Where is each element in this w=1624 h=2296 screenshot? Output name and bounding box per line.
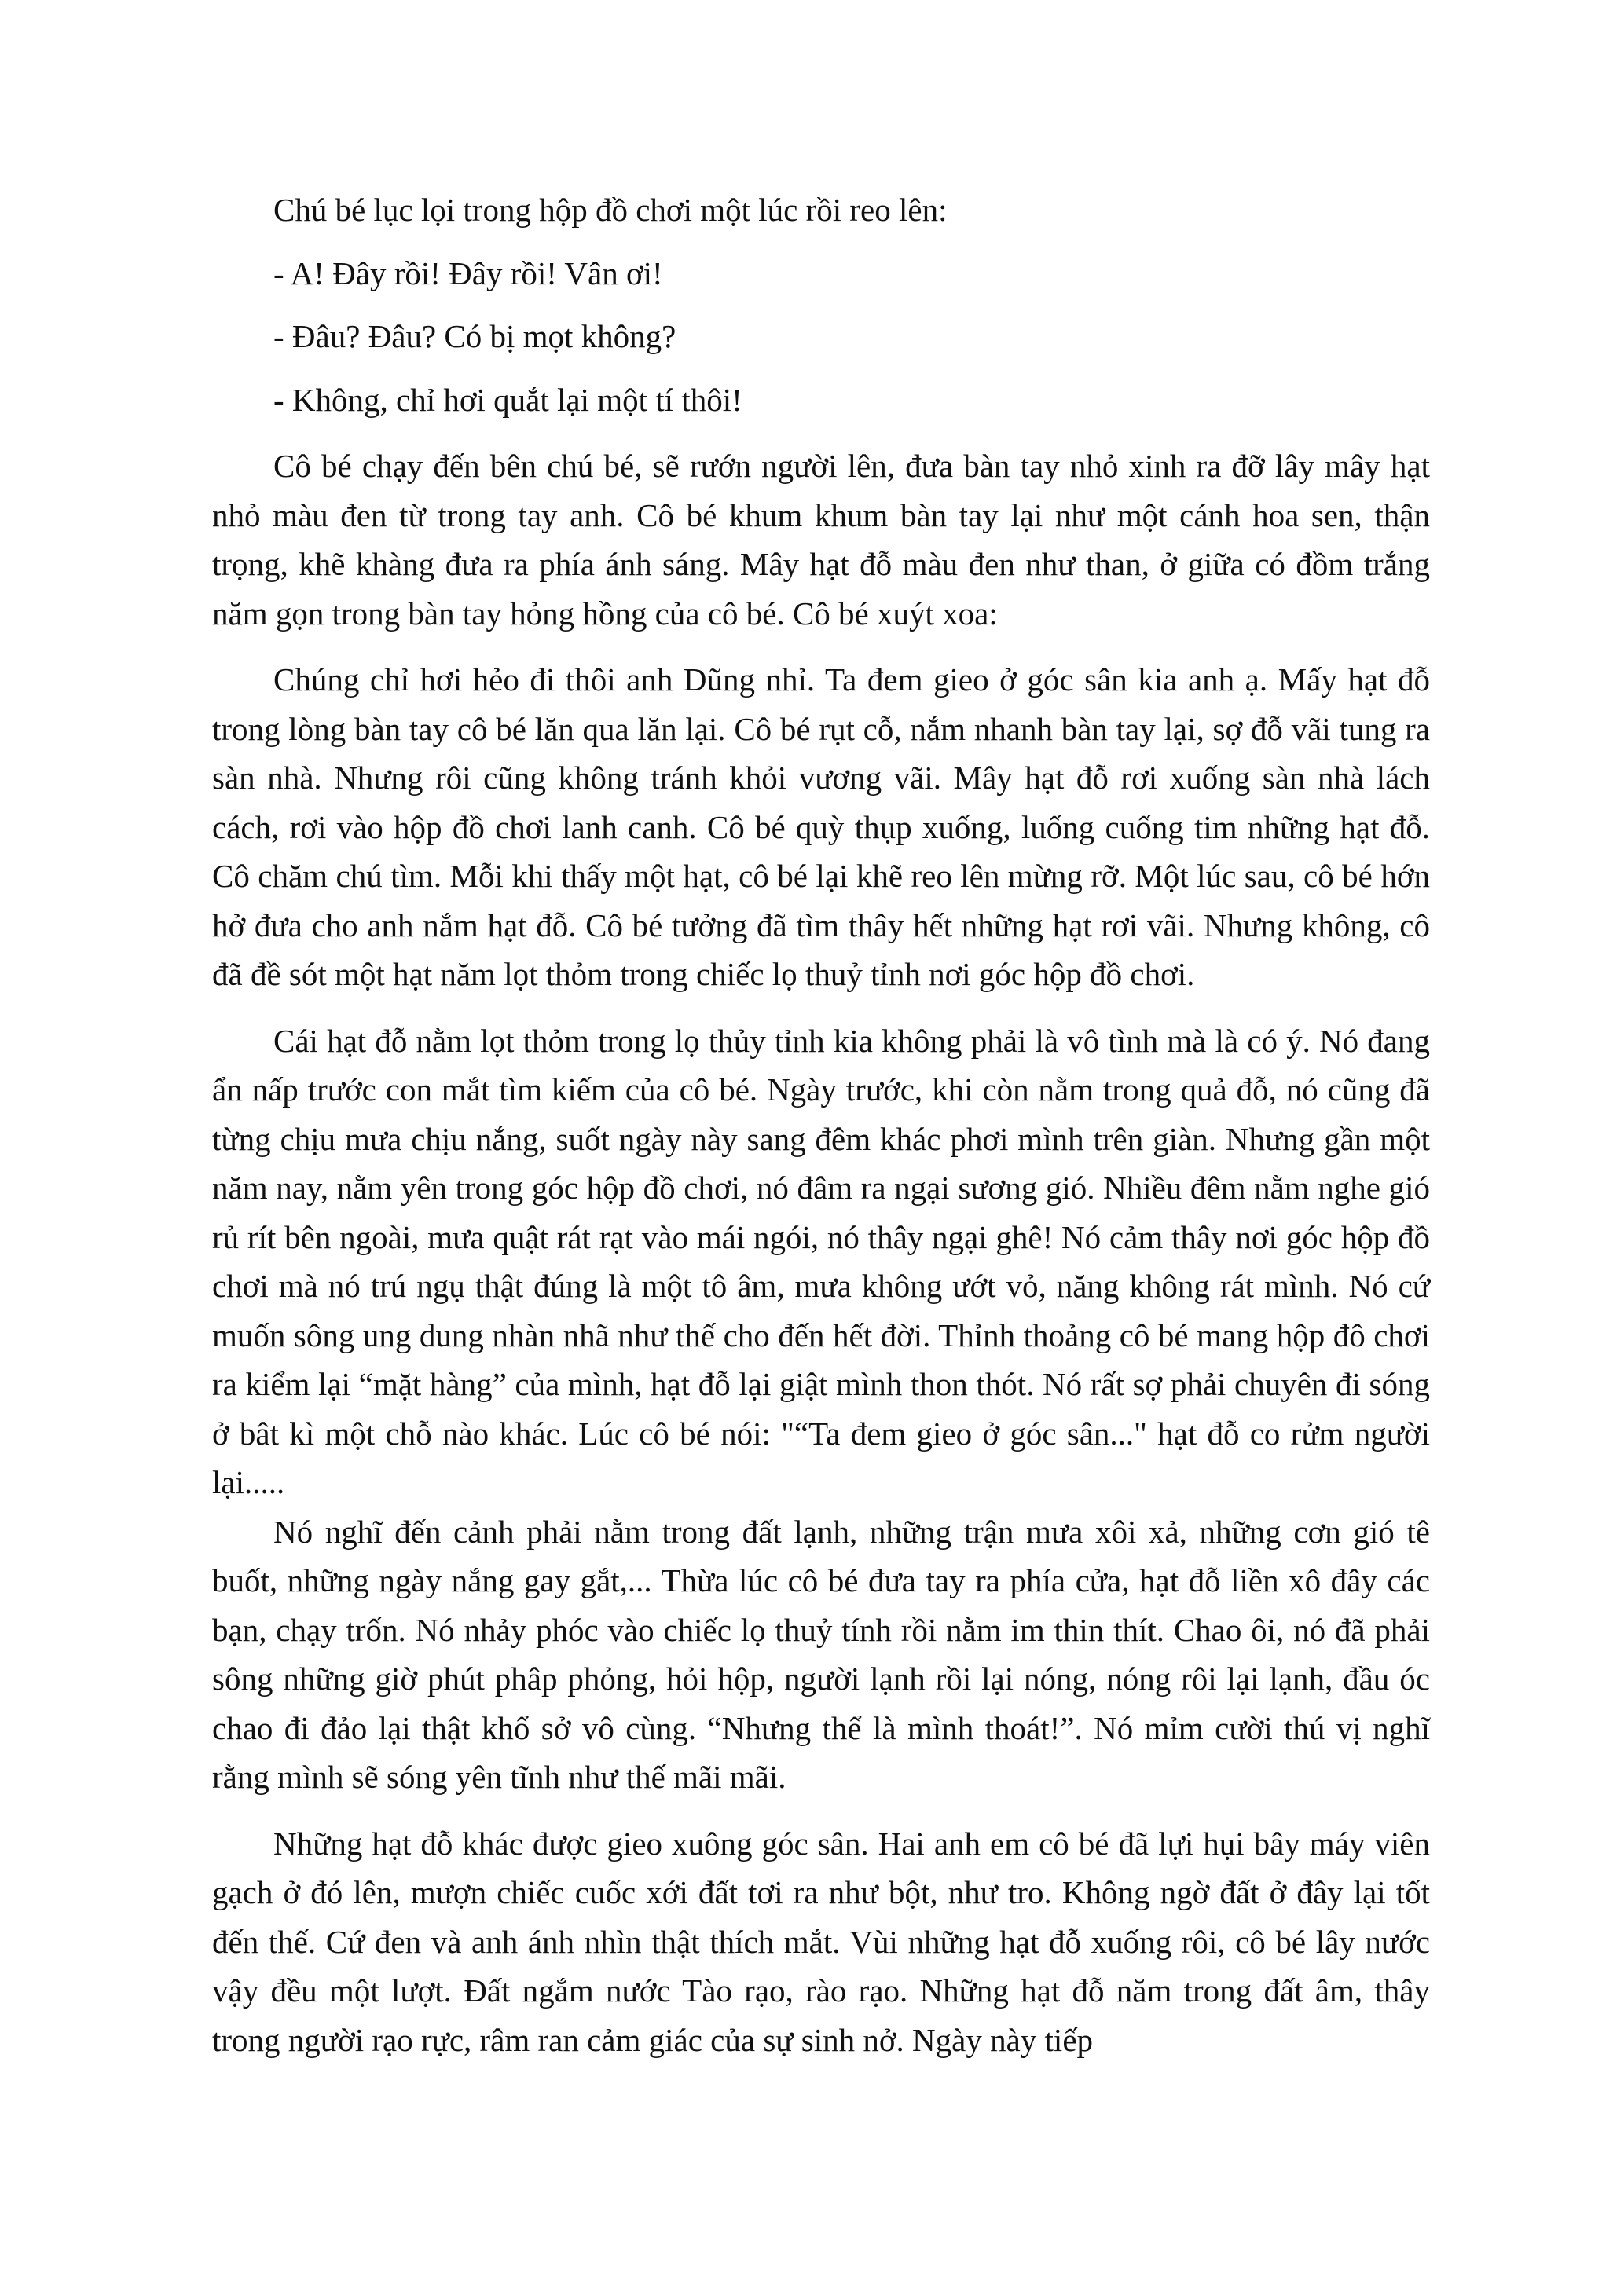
paragraph-2: Chúng chỉ hơi hẻo đi thôi anh Dũng nhỉ. Ta đem gieo ở góc sân kia anh ạ. Mấy hạt đỗ trong lòng bàn tay cô bé lăn qua lăn lại. Cô bé rụt cỗ, nắm nhanh bàn tay lại, sợ đỗ vãi tung ra sàn nhà. Nhưng rôi cũng không tránh khỏi vương vãi. Mây hạt đỗ rơi xuống sàn nhà lách cách, rơi vào hộp đồ chơi lanh canh. Cô bé quỳ thụp xuống, luống cuống tim những hạt đỗ. Cô chăm chú tìm. Mỗi khi thấy một hạt, cô bé lại khẽ reo lên mừng rỡ. Một lúc sau, cô bé hớn hở đưa cho anh nắm hạt đỗ. Cô bé tưởng đã tìm thây hết những hạt rơi vãi. Nhưng không, cô đã đề sót một hạt năm lọt thỏm trong chiếc lọ thuỷ tỉnh nơi góc hộp đồ chơi.	[212, 661, 1430, 992]
paragraph-4: Nó nghĩ đến cảnh phải nằm trong đất lạnh, những trận mưa xôi xả, những cơn gió tê buốt, những ngày nắng gay gắt,... Thừa lúc cô bé đưa tay ra phía cửa, hạt đỗ liền xô đây các bạn, chạy trốn. Nó nhảy phóc vào chiếc lọ thuỷ tính rồi nằm im thin thít. Chao ôi, nó đã phải sông những giờ phút phâp phỏng, hỏi hộp, người lạnh rồi lại nóng, nóng rôi lại lạnh, đầu óc chao đi đảo lại thật khổ sở vô cùng. “Nhưng thể là mình thoát!”. Nó mỉm cười thú vị nghĩ rằng mình sẽ sóng yên tĩnh như thế mãi mãi.	[212, 1513, 1430, 1795]
paragraph-1: Cô bé chạy đến bên chú bé, sẽ rướn người lên, đưa bàn tay nhỏ xinh ra đỡ lây mây hạt nhỏ màu đen từ trong tay anh. Cô bé khum khum bàn tay lại như một cánh hoa sen, thận trọng, khẽ khàng đưa ra phía ánh sáng. Mây hạt đỗ màu đen như than, ở giữa có đồm trắng năm gọn trong bàn tay hỏng hồng của cô bé. Cô bé xuýt xoa:	[212, 448, 1430, 632]
paragraph-5: Những hạt đỗ khác được gieo xuông góc sân. Hai anh em cô bé đã lựi hụi bây máy viên gạch ở đó lên, mượn chiếc cuốc xới đất tơi ra như bột, như tro. Không ngờ đất ở đây lại tốt đến thế. Cứ đen và anh ánh nhìn thật thích mắt. Vùi những hạt đỗ xuống rôi, cô bé lây nước vậy đều một lượt. Đất ngắm nước Tào rạo, rào rạo. Những hạt đỗ năm trong đất âm, thây trong người rạo rực, râm ran cảm giác của sự sinh nở. Ngày này tiếp	[212, 1825, 1430, 2058]
paragraph-3: Cái hạt đỗ nằm lọt thỏm trong lọ thủy tỉnh kia không phải là vô tình mà là có ý. Nó đang ẩn nấp trước con mắt tìm kiếm của cô bé. Ngày trước, khi còn nằm trong quả đỗ, nó cũng đã từng chịu mưa chịu nắng, suốt ngày này sang đêm khác phơi mình trên giàn. Nhưng gần một năm nay, nằm yên trong góc hộp đồ chơi, nó đâm ra ngại sương gió. Nhiều đêm nằm nghe gió rủ rít bên ngoài, mưa quật rát rạt vào mái ngói, nó thây ngại ghê! Nó cảm thây nơi góc hộp đồ chơi mà nó trú ngụ thật đúng là một tô âm, mưa không ướt vỏ, năng không rát mình. Nó cứ muốn sông ung dung nhàn nhã như thế cho đến hết đời. Thỉnh thoảng cô bé mang hộp đô chơi ra kiểm lại “mặt hàng” của mình, hạt đỗ lại giật mình thon thót. Nó rất sợ phải chuyên đi sóng ở bât kì một chỗ nào khác. Lúc cô bé nói: "“Ta đem gieo ở góc sân..." hạt đỗ co rửm người lại.....	[212, 1022, 1430, 1500]
paragraph-intro: Chú bé lục lọi trong hộp đồ chơi một lúc rồi reo lên:	[273, 192, 948, 228]
dialogue-line-2: - Đâu? Đâu? Có bị mọt không?	[273, 318, 676, 354]
dialogue-line-1: - A! Đây rồi! Đây rồi! Vân ơi!	[273, 255, 663, 291]
dialogue-line-3: - Không, chỉ hơi quắt lại một tí thôi!	[273, 381, 742, 418]
body-text	[212, 185, 1430, 2064]
